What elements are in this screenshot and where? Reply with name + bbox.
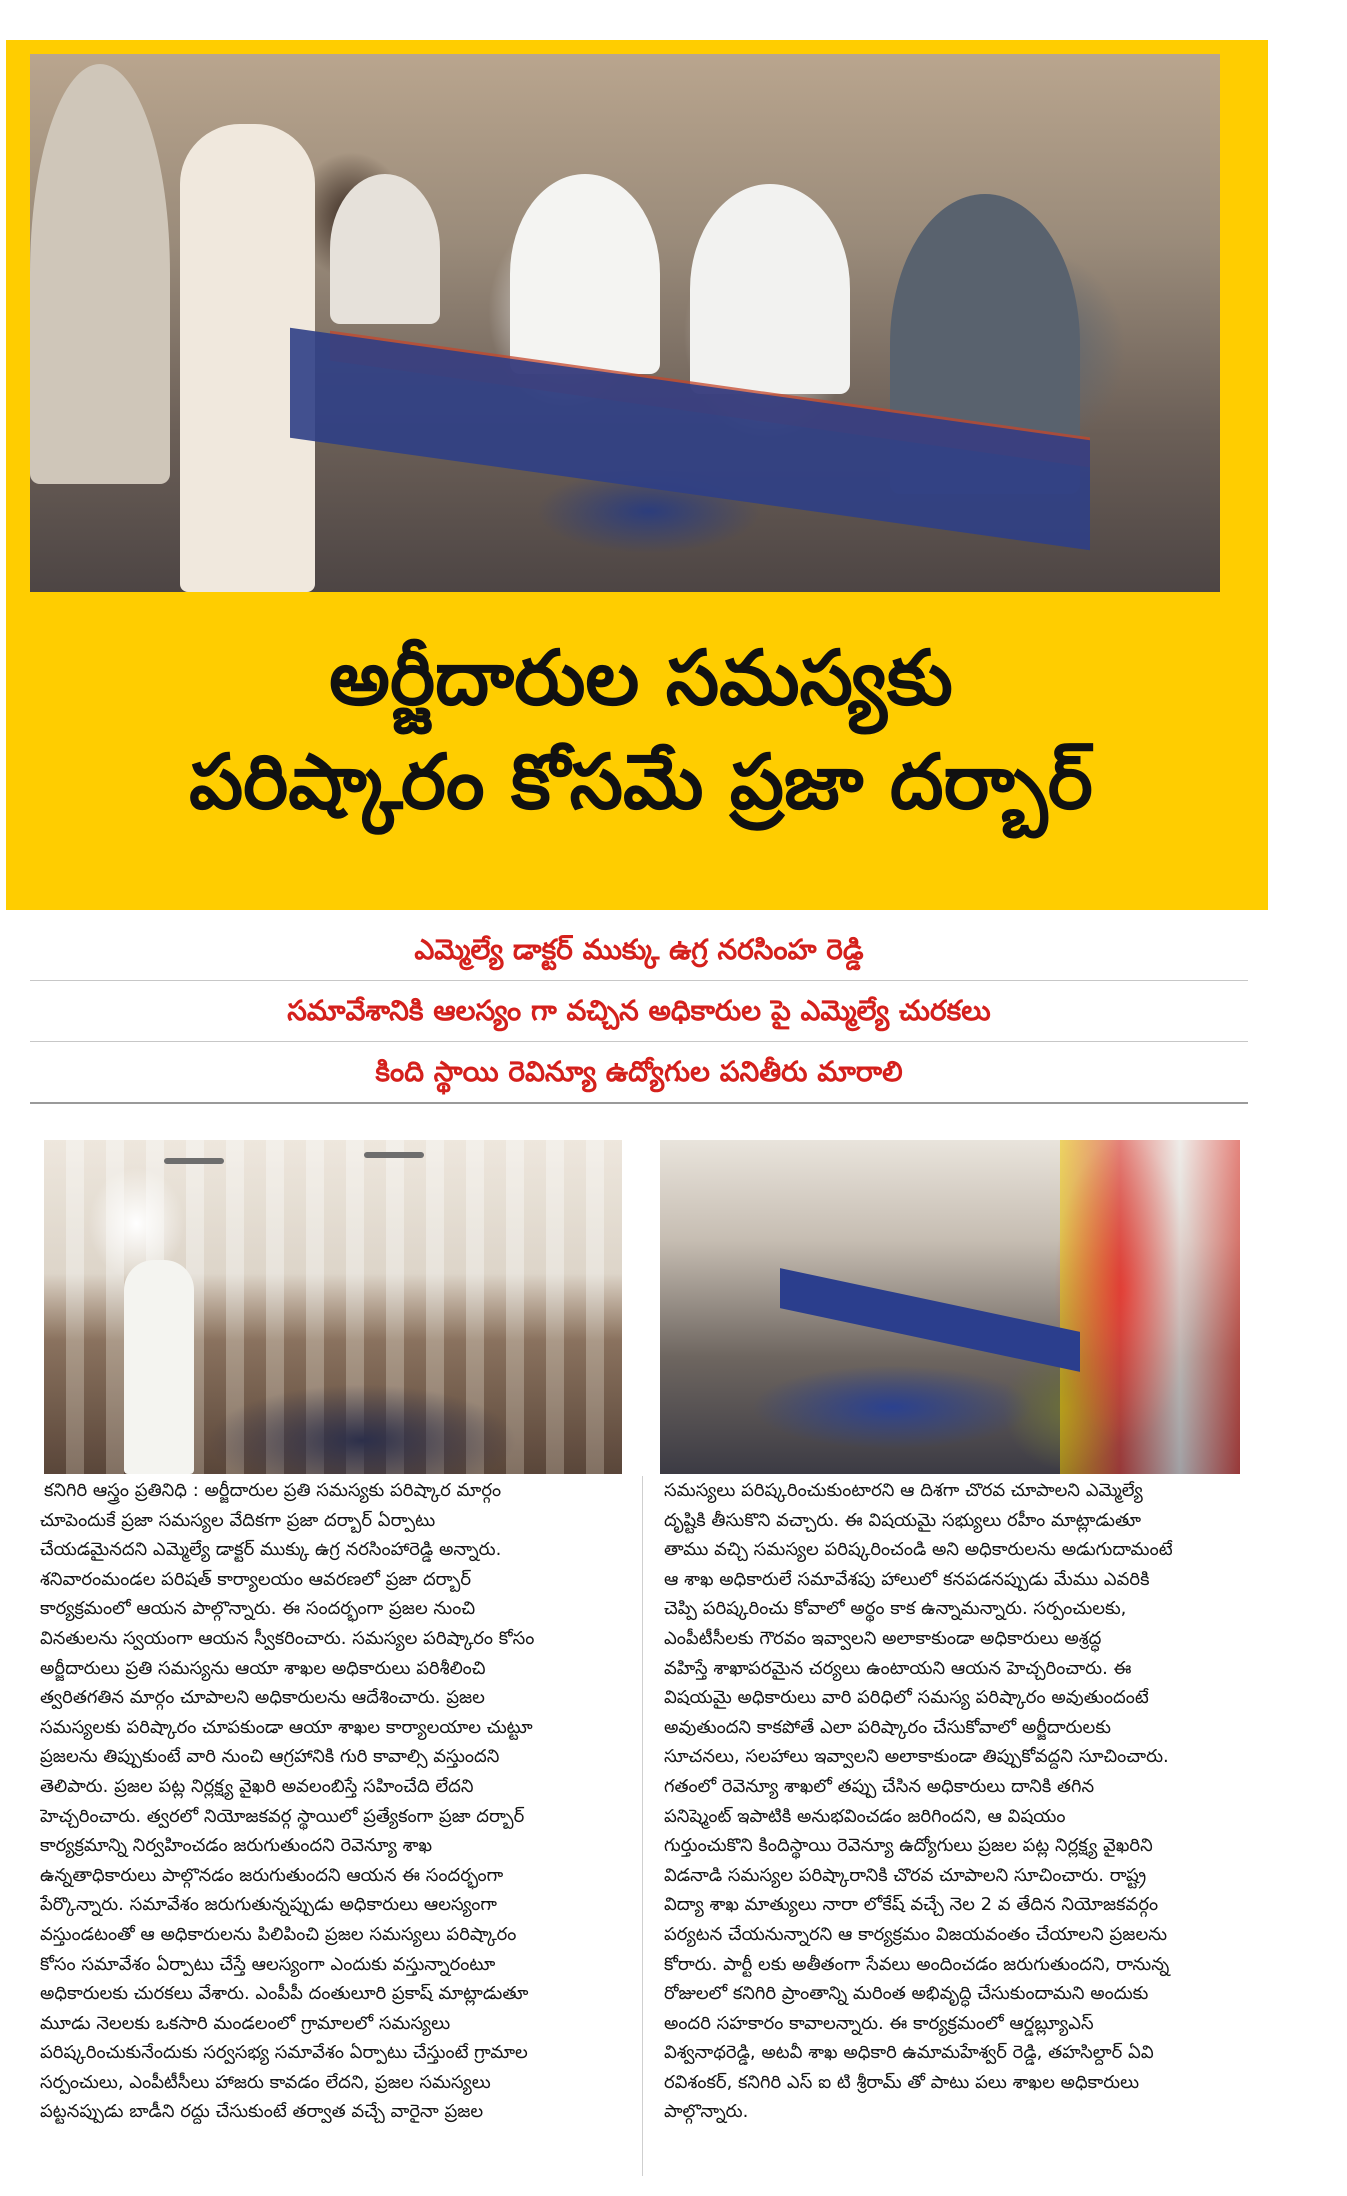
photo-table xyxy=(780,1268,1080,1372)
ceiling-fan xyxy=(364,1152,424,1158)
text-line: తాము వచ్చి సమస్యల పరిష్కరించండి అని అధికారులను అడుగుదామంటే xyxy=(664,1539,1173,1561)
text-line: తెలిపారు. ప్రజల పట్ల నిర్లక్ష్య వైఖరి అవలంబిస్తే సహించేది లేదని xyxy=(40,1775,474,1797)
top-photo xyxy=(30,54,1220,592)
column-divider xyxy=(642,1476,643,2176)
text-line: పట్టనప్పుడు బాడీని రద్దు చేసుకుంటే తర్వాత వచ్చే వారైనా ప్రజల xyxy=(40,2101,484,2123)
text-line: కోసం సమావేశం ఏర్పాటు చేస్తే ఆలస్యంగా ఎందుకు వస్తున్నారంటూ xyxy=(40,1953,496,1975)
text-line: ఉన్నతాధికారులు పాల్గొనడం జరుగుతుందని ఆయన ఈ సందర్భంగా xyxy=(40,1864,504,1886)
text-line: సర్పంచులు, ఎంపీటీసీలు హాజరు కావడం లేదని, ప్రజల సమస్యలు xyxy=(40,2071,491,2093)
text-line: విషయమై అధికారులు వారి పరిధిలో సమస్య పరిష్కారం అవుతుందంటే xyxy=(664,1687,1149,1709)
subhead-3: కింది స్థాయి రెవిన్యూ ఉద్యోగుల పనితీరు మారాలి xyxy=(30,1042,1248,1104)
subhead-2: సమావేశానికి ఆలస్యం గా వచ్చిన అధికారుల పై ఎమ్మెల్యే చురకలు xyxy=(30,981,1248,1042)
text-line: రవిశంకర్, కనిగిరి ఎస్ ఐ టి శ్రీరామ్ తో పాటు పలు శాఖల అధికారులు xyxy=(664,2071,1140,2093)
subhead-1: ఎమ్మెల్యే డాక్టర్ ముక్కు ఉగ్ర నరసింహ రెడ్డి xyxy=(30,920,1248,981)
photo-figure xyxy=(330,174,440,324)
text-line: శనివారంమండల పరిషత్ కార్యాలయం ఆవరణలో ప్రజా దర్బార్ xyxy=(40,1568,472,1590)
text-line: కార్యక్రమాన్ని నిర్వహించడం జరుగుతుందని రెవెన్యూ శాఖ xyxy=(40,1835,433,1857)
text-line: అధికారులకు చురకలు వేశారు. ఎంపీపీ దంతులూరి ప్రకాష్ మాట్లాడుతూ xyxy=(40,1983,529,2005)
text-line: గతంలో రెవెన్యూ శాఖలో తప్పు చేసిన అధికారులు దానికి తగిన xyxy=(664,1775,1095,1797)
text-line: అవుతుందని కాకపోతే ఎలా పరిష్కారం చేసుకోవాలో అర్జీదారులకు xyxy=(664,1716,1111,1738)
text-line: సూచనలు, సలహాలు ఇవ్వాలని అలాకాకుండా తిప్పుకోవద్దని సూచించారు. xyxy=(664,1746,1169,1768)
subheads xyxy=(30,920,1248,1104)
text-line: వహిస్తే శాఖాపరమైన చర్యలు ఉంటాయని ఆయన హెచ్చరించారు. ఈ xyxy=(664,1657,1132,1679)
headline-line-2: పరిష్కారం కోసమే ప్రజా దర్బార్ xyxy=(189,737,1093,826)
text-line: సమస్యలు పరిష్కరించుకుంటారని ఆ దిశగా చొరవ చూపాలని ఎమ్మెల్యే xyxy=(664,1480,1143,1501)
text-line: రోజులలో కనిగిరి ప్రాంతాన్ని మరింత అభివృద్ధి చేసుకుందామని అందుకు xyxy=(664,1983,1149,2005)
text-line: కార్యక్రమంలో ఆయన పాల్గొన్నారు. ఈ సందర్భంగా ప్రజల నుంచి xyxy=(40,1598,476,1620)
text-line: చెప్పి పరిష్కరించు కోవాలో అర్థం కాక ఉన్నామన్నారు. సర్పంచులకు, xyxy=(664,1598,1127,1620)
photo-figure xyxy=(30,64,170,484)
article-column-left xyxy=(40,1476,622,2176)
headline-line-1: అర్జీదారుల సమస్యకు xyxy=(329,633,953,722)
text-line: చూపెందుకే ప్రజా సమస్యల వేదికగా ప్రజా దర్బార్ ఏర్పాటు xyxy=(40,1509,436,1531)
text-line: దృష్టికి తీసుకొని వచ్చారు. ఈ విషయమై సభ్యులు రహీం మాట్లాడుతూ xyxy=(664,1509,1142,1531)
text-line: ఎంపీటీసీలకు గౌరవం ఇవ్వాలని అలాకాకుండా అధికారులు అశ్రద్ధ xyxy=(664,1627,1102,1649)
text-line: ఆ శాఖ అధికారులే సమావేశపు హాలులో కనపడనప్పుడు మేము ఎవరికి xyxy=(664,1568,1150,1590)
text-line: వస్తుండటంతో ఆ అధికారులను పిలిపించి ప్రజల సమస్యలు పరిష్కారం xyxy=(40,1923,517,1945)
text-line: అందరి సహకారం కావాలన్నారు. ఈ కార్యక్రమంలో ఆర్డబ్ల్యూఎస్ xyxy=(664,2012,1094,2034)
text-line: ప్రజలను తిప్పుకుంటే వారి నుంచి ఆగ్రహానికి గురి కావాల్సి వస్తుందని xyxy=(40,1746,500,1768)
text-line: కనిగిరి ఆస్త్రం ప్రతినిధి : అర్జీదారుల ప్రతి సమస్యకు పరిష్కార మార్గం xyxy=(44,1480,502,1501)
photo-figure xyxy=(690,184,850,394)
text-line: పేర్కొన్నారు. సమావేశం జరుగుతున్నప్పుడు అధికారులు ఆలస్యంగా xyxy=(40,1894,497,1916)
photo-figure xyxy=(510,174,660,374)
text-line: విశ్వనాథరెడ్డి, అటవీ శాఖ అధికారి ఉమామహేశ్వర్ రెడ్డి, తహసిల్దార్ ఏవి xyxy=(664,2042,1154,2064)
text-line: పరిష్కరించుకునేందుకు సర్వసభ్య సమావేశం ఏర్పాటు చేస్తుంటే గ్రామాల xyxy=(40,2042,528,2064)
text-line: గుర్తుంచుకొని కిందిస్థాయి రెవెన్యూ ఉద్యోగులు ప్రజల పట్ల నిర్లక్ష్య వైఖరిని xyxy=(664,1835,1153,1857)
text-line: చేయడమైనదని ఎమ్మెల్యే డాక్టర్ ముక్కు ఉగ్ర నరసింహారెడ్డి అన్నారు. xyxy=(40,1539,502,1561)
dais-photo xyxy=(660,1140,1240,1474)
text-line: హెచ్చరించారు. త్వరలో నియోజకవర్గ స్థాయిలో ప్రత్యేకంగా ప్రజా దర్బార్ xyxy=(40,1805,525,1827)
text-line: పర్యటన చేయనున్నారని ఆ కార్యక్రమం విజయవంతం చేయాలని ప్రజలను xyxy=(664,1923,1168,1945)
ceiling-fan xyxy=(164,1158,224,1164)
headline xyxy=(46,626,1236,834)
text-line: సమస్యలకు పరిష్కారం చూపకుండా ఆయా శాఖల కార్యాలయాల చుట్టూ xyxy=(40,1716,533,1738)
backdrop-cloth xyxy=(1060,1140,1240,1474)
article-column-right xyxy=(664,1476,1246,2176)
text-line: పాల్గొన్నారు. xyxy=(664,2101,749,2123)
text-line: విడనాడి సమస్యల పరిష్కారానికి చొరవ చూపాలని సూచించారు. రాష్ట్ర xyxy=(664,1864,1147,1886)
text-line: కోరారు. పార్టీ లకు అతీతంగా సేవలు అందించడం జరుగుతుందని, రానున్న xyxy=(664,1953,1170,1975)
photo-figure xyxy=(124,1260,194,1474)
text-line: అర్జీదారులు ప్రతి సమస్యను ఆయా శాఖల అధికారులు పరిశీలించి xyxy=(40,1657,486,1679)
hall-photo xyxy=(44,1140,622,1474)
text-line: త్వరితగతిన మార్గం చూపాలని అధికారులను ఆదేశించారు. ప్రజల xyxy=(40,1687,485,1709)
headline-banner xyxy=(6,40,1268,910)
text-line: విద్యా శాఖ మాత్యులు నారా లోకేష్ వచ్చే నెల 2 వ తేదిన నియోజకవర్గం xyxy=(664,1894,1159,1916)
text-line: పనిష్మెంట్ ఇపాటికి అనుభవించడం జరిగిందని, ఆ విషయం xyxy=(664,1805,1066,1827)
text-line: మూడు నెలలకు ఒకసారి మండలంలో గ్రామాలలో సమస్యలు xyxy=(40,2012,451,2034)
text-line: వినతులను స్వయంగా ఆయన స్వీకరించారు. సమస్యల పరిష్కారం కోసం xyxy=(40,1627,535,1649)
